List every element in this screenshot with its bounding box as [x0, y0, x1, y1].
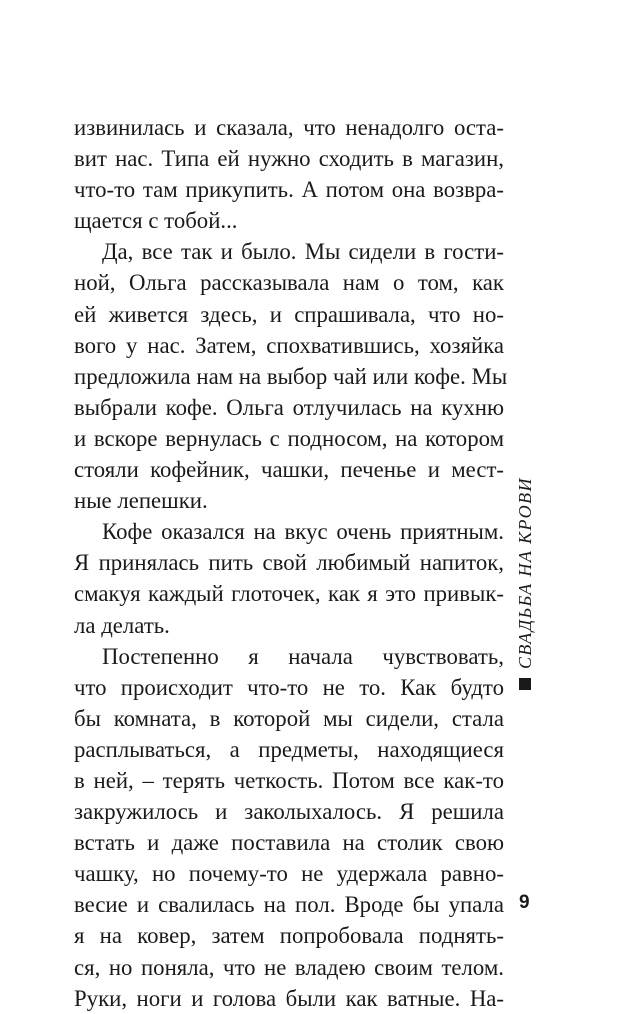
text-line: Кофе оказался на вкус очень приятным.	[102, 519, 504, 545]
text-line: щается с тобой...	[74, 208, 238, 234]
text-line: встать и даже поставила на столик свою	[74, 830, 504, 856]
text-line: выбрали кофе. Ольга отлучилась на кухню	[74, 394, 504, 420]
text-line: Постепенно я начала чувствовать,	[102, 643, 504, 669]
text-line: и вскоре вернулась с подносом, на котором	[74, 425, 504, 451]
text-line: чашку, но почему-то не удержала равно-	[74, 861, 504, 887]
text-line: ла делать.	[74, 612, 170, 638]
text-line: закружилось и заколыхалось. Я решила	[74, 799, 504, 825]
text-line: ные лепешки.	[74, 488, 208, 514]
text-line: предложила нам на выбор чай или кофе. Мы	[74, 363, 508, 389]
running-head	[510, 477, 540, 690]
text-line: что происходит что-то не то. Как будто	[74, 674, 504, 700]
body-text	[74, 112, 508, 1014]
text-line: смакуя каждый глоточек, как я это привык-	[74, 581, 504, 607]
text-line: ной, Ольга рассказывала нам о том, как	[74, 270, 504, 296]
running-head-title: СВАДЬБА НА КРОВИ	[514, 477, 535, 669]
text-line: Я принялась пить свой любимый напиток,	[74, 550, 504, 576]
text-line: ся, но поняла, что не владею своим телом.	[74, 954, 504, 980]
text-line: расплываться, а предметы, находящиеся	[74, 736, 504, 762]
text-line: я на ковер, затем попробовала поднять-	[74, 923, 504, 949]
text-line: стояли кофейник, чашки, печенье и мест-	[74, 457, 504, 483]
text-line: Да, все так и было. Мы сидели в гости-	[102, 239, 504, 265]
page-number: 9	[519, 892, 530, 913]
text-line: вого у нас. Затем, спохватившись, хозяйка	[74, 332, 504, 358]
text-line: ей живется здесь, и спрашивала, что но-	[74, 301, 504, 327]
text-line: извинилась и сказала, что ненадолго оста-	[74, 115, 504, 140]
text-line: Руки, ноги и голова были как ватные. На-	[74, 985, 504, 1011]
text-line: что-то там прикупить. А потом она возвра-	[74, 177, 504, 203]
text-line: в ней, – терять четкость. Потом все как-то	[74, 767, 504, 793]
text-line: бы комната, в которой мы сидели, стала	[74, 705, 504, 731]
square-bullet-icon	[519, 678, 531, 690]
text-line: вит нас. Типа ей нужно сходить в магазин,	[74, 146, 504, 172]
text-line: весие и свалилась на пол. Вроде бы упала	[74, 892, 504, 918]
